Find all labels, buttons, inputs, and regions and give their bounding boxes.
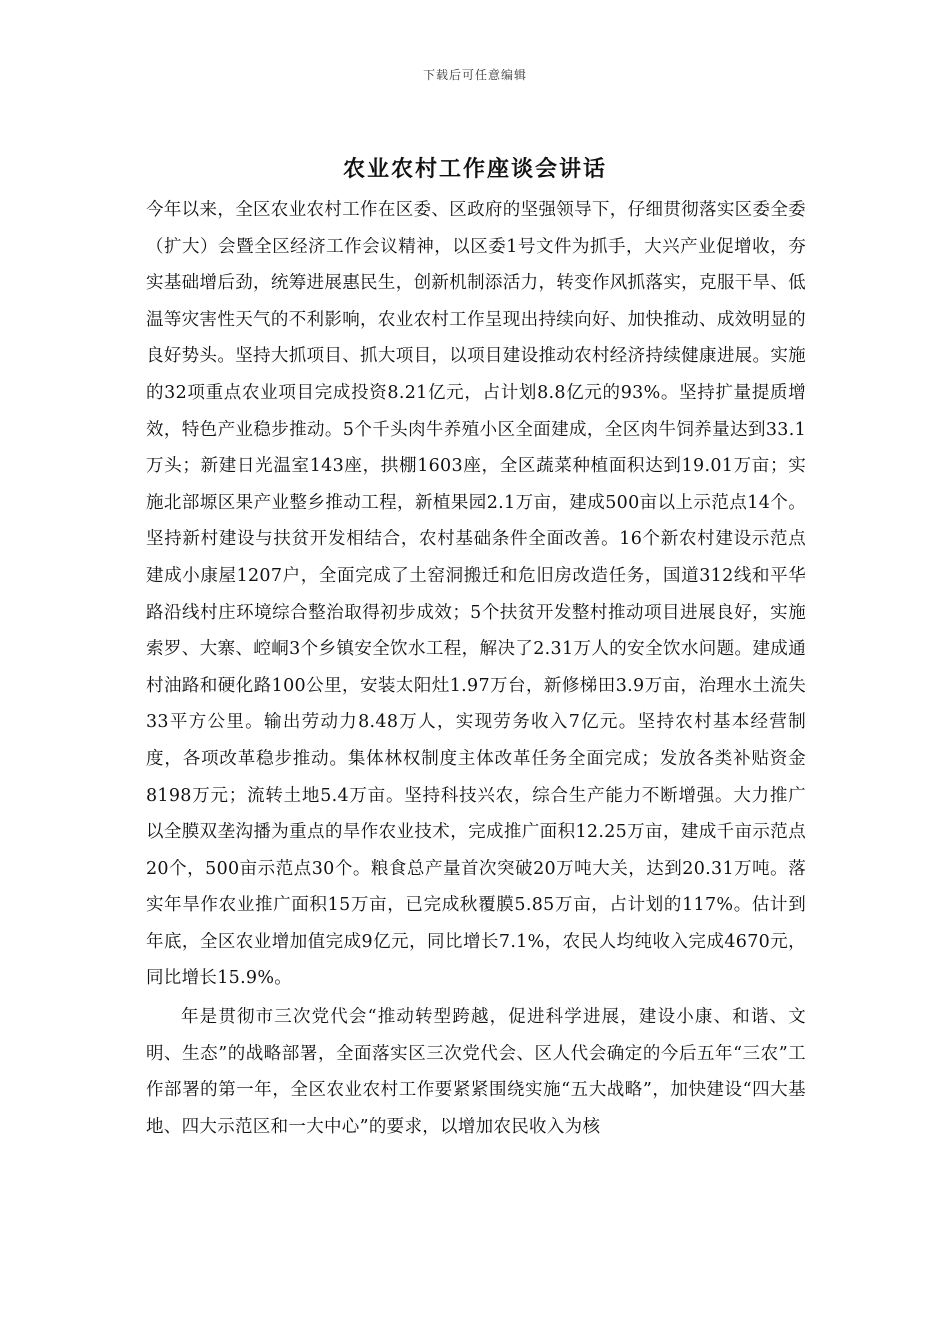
paragraph-2: 年是贯彻市三次党代会“推动转型跨越，促进科学进展，建设小康、和谐、文明、生态”的战略部署，全面落实区三次党代会、区人代会确定的今后五年“三农”工作部署的第一年，全区农业农村工作要紧紧围绕实施“五大战略”，加快建设“四大基地、四大示范区和一大中心”的要求，以增加农民收入为核 bbox=[146, 1007, 806, 1137]
header-note: 下载后可任意编辑 bbox=[422, 68, 527, 82]
page-title: 农业农村工作座谈会讲话 bbox=[342, 156, 607, 182]
paragraph-1: 今年以来，全区农业农村工作在区委、区政府的坚强领导下，仔细贯彻落实区委全委（扩大）会暨全区经济工作会议精神，以区委1号文件为抓手，大兴产业促增收，夯实基础增后劲，统筹进展惠民生，创新机制添活力，转变作风抓落实，克服干旱、低温等灾害性天气的不利影响，农业农村工作呈现出持续向好、加快推动、成效明显的良好势头。坚持大抓项目、抓大项目，以项目建设推动农村经济持续健康进展。实施的32项重点农业项目完成投资8.21亿元，占计划8.8亿元的93%。坚持扩量提质增效，特色产业稳步推动。5个千头肉牛养殖小区全面建成，全区肉牛饲养量达到33.1万头；新建日光温室143座，拱棚1603座，全区蔬菜种植面积达到19.01万亩；实施北部塬区果产业整乡推动工程，新植果园2.1万亩，建成500亩以上示范点14个。坚持新村建设与扶贫开发相结合，农村基础条件全面改善。16个新农村建设示范点建成小康屋1207户，全面完成了土窑洞搬迁和危旧房改造任务，国道312线和平华路沿线村庄环境综合整治取得初步成效；5个扶贫开发整村推动项目进展良好，实施索罗、大寨、崆峒3个乡镇安全饮水工程，解决了2.31万人的安全饮水问题。建成通村油路和硬化路100公里，安装太阳灶1.97万台，新修梯田3.9万亩，治理水土流失33平方公里。输出劳动力8.48万人，实现劳务收入7亿元。坚持农村基本经营制度，各项改革稳步推动。集体林权制度主体改革任务全面完成；发放各类补贴资金8198万元；流转土地5.4万亩。坚持科技兴农，综合生产能力不断增强。大力推广以全膜双垄沟播为重点的旱作农业技术，完成推广面积12.25万亩，建成千亩示范点20个，500亩示范点30个。粮食总产量首次突破20万吨大关，达到20.31万吨。落实年旱作农业推广面积15万亩，已完成秋覆膜5.85万亩，占计划的117%。估计到年底，全区农业增加值完成9亿元，同比增长7.1%，农民人均纯收入完成4670元，同比增长15.9%。 bbox=[146, 200, 806, 989]
document-body bbox=[146, 192, 806, 1145]
